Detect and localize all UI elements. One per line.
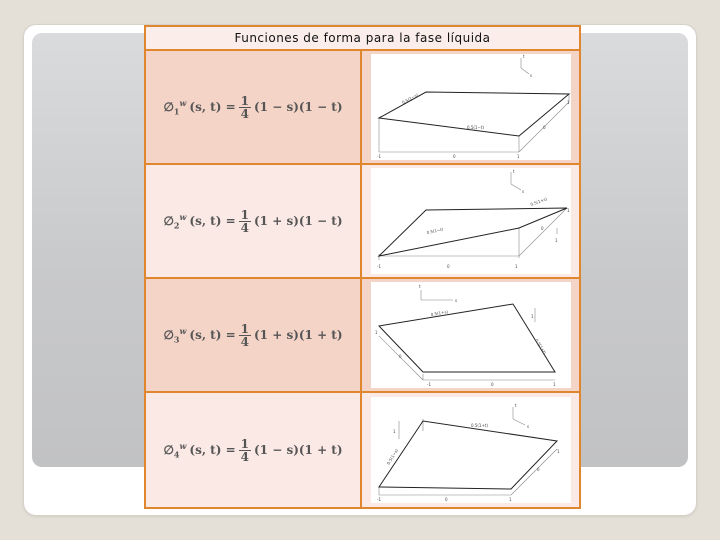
edge-label: 0.5(1−t)	[466, 125, 484, 130]
axis-label-t: t	[418, 284, 421, 289]
fraction-numerator: 1	[240, 321, 249, 336]
edge-label: 0.5(1+s)	[529, 196, 548, 207]
figure-cell	[362, 165, 579, 277]
formula-superscript: w	[179, 440, 187, 451]
tick-label: 0	[542, 125, 546, 130]
formula-args: (s, t) =	[189, 100, 236, 114]
edge-label: 0.5(1+s)	[429, 309, 448, 317]
fraction	[239, 323, 251, 348]
shape-function-diagram-3	[371, 282, 571, 388]
edge-label: 0.5(1+t)	[533, 337, 547, 355]
formula-args: (s, t) =	[189, 443, 236, 457]
shape-function-formula	[163, 209, 342, 234]
axis-label-t: t	[522, 54, 525, 59]
formula-index: 4	[173, 449, 180, 460]
fraction-numerator: 1	[240, 207, 249, 222]
tick-label: 1	[554, 238, 558, 243]
table-row	[146, 279, 579, 393]
tick-label: 1	[566, 100, 570, 105]
tick-label: 0	[398, 354, 402, 359]
fraction	[239, 438, 251, 463]
formula-superscript: w	[179, 325, 187, 336]
tick-label: -1	[376, 264, 381, 269]
formula-index: 3	[173, 334, 180, 345]
fraction-numerator: 1	[240, 436, 249, 451]
tick-label: 1	[392, 429, 396, 434]
fraction-numerator: 1	[240, 93, 249, 108]
axis-label-s: s	[521, 189, 524, 194]
figure-cell	[362, 51, 579, 163]
fraction-denominator: 4	[240, 106, 249, 121]
figure-cell	[362, 279, 579, 391]
fraction-denominator: 4	[240, 449, 249, 464]
tick-label: 1	[556, 449, 560, 454]
tick-label: 0	[536, 467, 540, 472]
table-row	[146, 393, 579, 507]
tick-label: -1	[376, 154, 381, 159]
phi-symbol: ∅	[163, 327, 174, 342]
figure-cell	[362, 393, 579, 507]
phi-symbol: ∅	[163, 213, 174, 228]
axis-label-t: t	[514, 403, 517, 408]
tick-label: 1	[566, 208, 570, 213]
tick-label: 0	[452, 154, 456, 159]
formula-cell	[146, 279, 362, 391]
tick-label: 0	[446, 264, 450, 269]
formula-cell	[146, 393, 362, 507]
formula-terms: (1 + s)(1 − t)	[254, 214, 343, 228]
axis-label-t: t	[512, 169, 515, 174]
formula-superscript: w	[179, 211, 187, 222]
shape-function-diagram-2	[371, 168, 571, 274]
axis-label-s: s	[529, 73, 532, 78]
table-caption: Funciones de forma para la fase líquida	[146, 27, 579, 51]
fraction-denominator: 4	[240, 220, 249, 235]
fraction-denominator: 4	[240, 334, 249, 349]
tick-label: 1	[374, 330, 378, 335]
edge-label: 0.5(1−t)	[425, 226, 444, 235]
formula-index: 2	[173, 220, 180, 231]
tick-label: 0	[490, 382, 494, 387]
formula-superscript: w	[179, 97, 187, 108]
edge-label: 0.5(1+t)	[470, 423, 488, 428]
table-row	[146, 51, 579, 165]
phi-symbol: ∅	[163, 99, 174, 114]
tick-label: 0	[540, 226, 544, 231]
formula-args: (s, t) =	[189, 214, 236, 228]
formula-cell	[146, 165, 362, 277]
tick-label: -1	[426, 382, 431, 387]
tick-label: 0	[444, 497, 448, 502]
tick-label: 1	[530, 314, 534, 319]
edge-label: 0.5(1−s)	[385, 448, 399, 466]
formula-terms: (1 − s)(1 − t)	[254, 100, 343, 114]
shape-function-formula	[163, 438, 342, 463]
formula-cell	[146, 51, 362, 163]
axis-label-s: s	[454, 298, 457, 303]
table-row	[146, 165, 579, 279]
edge-label: 0.5(1−s)	[400, 92, 419, 105]
axis-label-s: s	[526, 424, 529, 429]
fraction	[239, 209, 251, 234]
formula-terms: (1 − s)(1 + t)	[254, 443, 343, 457]
fraction	[239, 95, 251, 120]
tick-label: -1	[376, 497, 381, 502]
tick-label: 1	[516, 154, 520, 159]
tick-label: 1	[508, 497, 512, 502]
formula-index: 1	[173, 106, 180, 117]
formula-args: (s, t) =	[189, 328, 236, 342]
tick-label: 1	[552, 382, 556, 387]
shape-function-diagram-4	[371, 397, 571, 503]
shape-function-diagram-1	[371, 54, 571, 160]
shape-function-formula	[163, 95, 342, 120]
formula-terms: (1 + s)(1 + t)	[254, 328, 343, 342]
phi-symbol: ∅	[163, 442, 174, 457]
tick-label: 1	[514, 264, 518, 269]
shape-function-formula	[163, 323, 342, 348]
shape-functions-table	[144, 25, 581, 509]
